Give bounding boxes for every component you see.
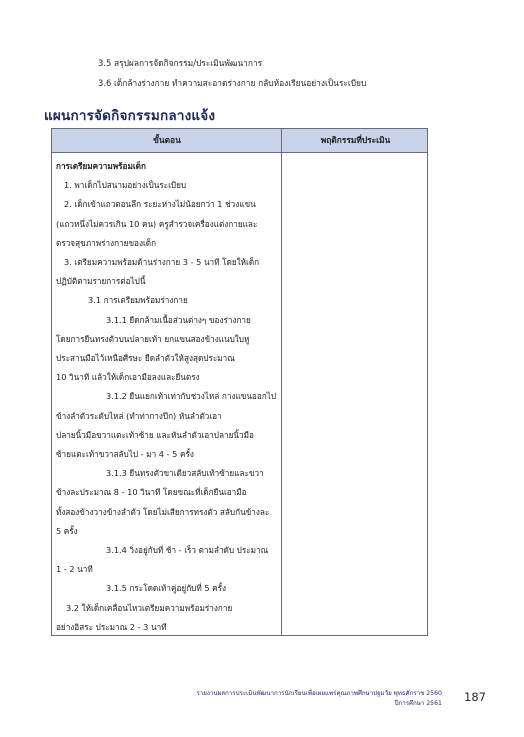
step-line: 5 ครั้ง [56, 525, 78, 536]
step-line: ปลายนิ้วมือขวาแตะเท้าซ้าย และหันลำตัวเอาปลายนิ้วมือ [56, 429, 254, 440]
activity-plan-table [51, 128, 428, 636]
step-line: 3.1.3 ยืนทรงตัวขาเดียวสลับเท้าซ้ายและขวา [106, 468, 264, 479]
step-line: 10 วินาที แล้วให้เด็กเอามือลงและยืนตรง [56, 372, 200, 383]
step-line: 3.1 การเตรียมพร้อมร่างกาย [88, 295, 188, 306]
footer-line: รายงานผลการประเมินพัฒนาการนักเรียนเพื่อเผยแพร่คุณภาพศึกษาปฐมวัย พุทธศักราช 2560 [196, 690, 442, 697]
list-item: 3.5 สรุปผลการจัดกิจกรรม/ประเมินพัฒนาการ [98, 58, 263, 68]
column-header-behavior: พฤติกรรมที่ประเมิน [320, 135, 391, 145]
step-line: ตรวจสุขภาพร่างกายของเด็ก [56, 237, 157, 248]
section-title: แผนการจัดกิจกรรมกลางแจ้ง [44, 108, 216, 124]
step-line: 3.2 ให้เด็กเคลื่อนไหวเตรียมความพร้อมร่างกาย [66, 602, 233, 613]
step-line: ซ้ายแตะเท้าขวาสลับไป - มา 4 - 5 ครั้ง [56, 449, 194, 460]
step-line: ประสานมือไว้เหนือศีรษะ ยืดลำตัวให้สูงสุดประมาณ [56, 353, 235, 364]
step-line: 3. เตรียมความพร้อมด้านร่างกาย 3 - 5 นาที โดยให้เด็ก [64, 257, 260, 268]
step-line: (แถวหนึ่งไม่ควรเกิน 10 คน) ครูสำรวจเครื่องแต่งกายและ [56, 218, 258, 229]
step-line: 3.1.2 ยืนแยกเท้าเท่ากับช่วงไหล่ กางแขนออกไป [106, 391, 277, 402]
footer-line: ปีการศึกษา 2561 [394, 700, 442, 707]
step-line: อย่างอิสระ ประมาณ 2 - 3 นาที [56, 621, 167, 632]
step-line: ทั้งสองข้างวางข้างลำตัว โดยไม่เสียการทรงตัว สลับกันข้างละ [56, 506, 270, 517]
step-line: 3.1.4 วิ่งอยู่กับที่ ช้า - เร็ว ตามลำดับ ประมาณ [106, 545, 269, 556]
step-line: 1 - 2 นาที [56, 564, 93, 575]
step-line: 3.1.5 กระโดดเท้าคู่อยู่กับที่ 5 ครั้ง [106, 583, 227, 594]
step-line: ข้างละประมาณ 8 - 10 วินาที โดยขณะที่เด็กยืนเอามือ [56, 487, 247, 498]
column-divider [281, 129, 282, 635]
step-line: ปฏิบัติตามรายการต่อไปนี้ [56, 276, 146, 287]
step-line: ข้างลำตัวระดับไหล่ (ทำท่ากางปีก) หันลำตัวเอา [56, 410, 222, 421]
steps-cell [56, 157, 280, 637]
column-header-steps: ขั้นตอน [153, 135, 181, 145]
list-item: 3.6 เด็กล้างร่างกาย ทำความสะอาดร่างกาย กลับห้องเรียนอย่างเป็นระเบียบ [98, 78, 367, 88]
step-line: 1. พาเด็กไปสนามอย่างเป็นระเบียบ [64, 180, 187, 191]
preceding-list [98, 53, 366, 93]
step-line: 2. เด็กเข้าแถวตอนลึก ระยะห่างไม่น้อยกว่า 1 ช่วงแขน [64, 199, 256, 210]
step-line: 3.1.1 ยืดกล้ามเนื้อส่วนต่างๆ ของร่างกาย [106, 314, 251, 325]
step-line: โดยการยืนทรงตัวบนปลายเท้า ยกแขนสองข้างแนบใบหู [56, 333, 250, 344]
page-number: 187 [464, 690, 486, 704]
steps-heading: การเตรียมความพร้อมเด็ก [56, 161, 146, 171]
table-header [52, 129, 427, 153]
footer-caption [196, 689, 442, 709]
